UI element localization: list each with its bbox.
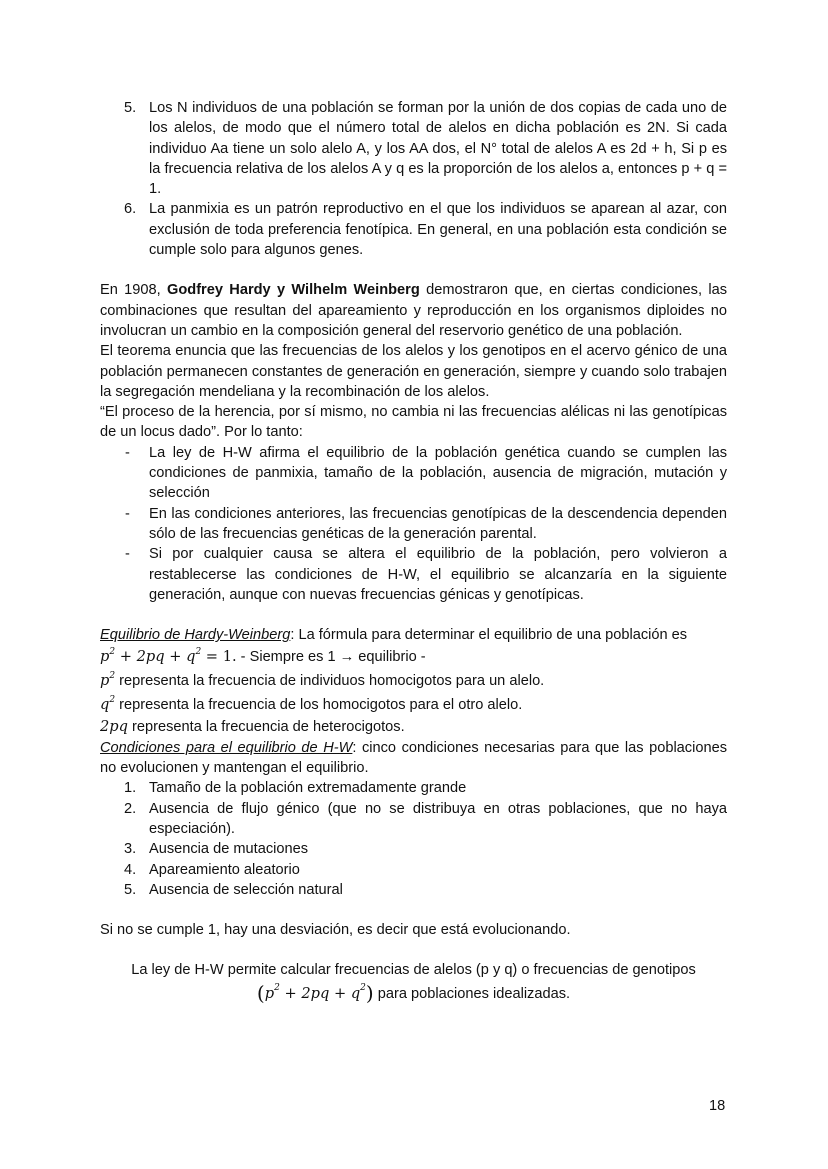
- authors-bold: Godfrey Hardy y Wilhelm Weinberg: [167, 282, 420, 299]
- quote-paragraph: “El proceso de la herencia, por sí mismo, no cambia ni las frecuencias alélicas ni las genotípicas de un locus dado”. Por lo tanto:: [100, 404, 727, 441]
- list-item: - Si por cualquier causa se altera el equilibrio de la población, pero volvieron a restablecerse las condiciones de H-W, el equilibrio se alcanzaría en la siguiente generación, aunque con nuevas frecuencias génicas y genotípicas.: [125, 546, 727, 603]
- document-page: [100, 98, 727, 1006]
- list-item: 5. Ausencia de selección natural: [124, 881, 343, 898]
- list-item: 6. La panmixia es un patrón reproductivo en el que los individuos se aparean al azar, con exclusión de toda preferencia fenotípica. En general, en una población esta condición se cumple solo para algunos genes.: [124, 201, 727, 259]
- list-item: 4. Apareamiento aleatorio: [124, 861, 300, 878]
- conditions-heading: Condiciones para el equilibrio de H-W: [100, 739, 353, 756]
- dash-list: [100, 443, 727, 605]
- list-item: 5. Los N individuos de una población se forman por la unión de dos copias de cada uno de los alelos, de modo que el número total de alelos en dicha población es 2N. Si cada individuo Aa tiene un solo alelo A, y los AA dos, el N° total de alelos A es 2d + h, Si p es la frecuencia relativa de los alelos A y q es la proporción de los alelos a, entonces p + q = 1.: [124, 100, 727, 198]
- list-item: 1. Tamaño de la población extremadamente grande: [124, 780, 467, 797]
- hw-formula: $p^2 + 2pq + q^2 = 1$. - Siempre es 1 → equilibrio -: [100, 646, 426, 666]
- deviation-paragraph: Si no se cumple 1, hay una desviación, es decir que está evolucionando.: [100, 922, 571, 939]
- list-item: 2. Ausencia de flujo génico (que no se distribuya en otras poblaciones, que no haya especiación).: [124, 800, 727, 837]
- list-item: - En las condiciones anteriores, las frecuencias genotípicas de la descendencia dependen sólo de las frecuencias genéticas de la generación parental.: [125, 505, 727, 542]
- p2-definition: $p^2$ representa la frecuencia de individuos homocigotos para un alelo.: [100, 670, 545, 690]
- hw-intro-paragraph: En 1908, Godfrey Hardy y Wilhelm Weinberg demostraron que, en ciertas condiciones, las combinaciones que resultan del apareamiento y reproducción en los organismos diploides no involucran un cambio en la composición general del reservorio genético de una población.: [100, 282, 727, 339]
- theorem-paragraph: El teorema enuncia que las frecuencias de los alelos y los genotipos en el acervo génico de una población permanecen constantes de generación en generación, siempre y cuando solo trabajen la segregación mendeliana y la recombinación de los alelos.: [100, 343, 727, 400]
- list-item: - La ley de H-W afirma el equilibrio de la población genética cuando se cumplen las condiciones de panmixia, tamaño de la población, ausencia de migración, mutación y selección: [125, 444, 727, 502]
- conditions-paragraph: Condiciones para el equilibrio de H-W: cinco condiciones necesarias para que las poblaciones no evolucionen y mantengan el equilibrio.: [100, 739, 727, 777]
- closing-line-2: $(p^2 + 2pq + q^2)$ para poblaciones idealizadas.: [256, 980, 571, 1005]
- numbered-list-top: [100, 98, 727, 260]
- closing-line-1: La ley de H-W permite calcular frecuencias de alelos (p y q) o frecuencias de genotipos: [131, 962, 696, 979]
- page-number: 18: [709, 1098, 726, 1114]
- q2-definition: $q^2$ representa la frecuencia de los homocigotos para el otro alelo.: [100, 694, 523, 714]
- pq-definition: 2pq representa la frecuencia de heterocigotos.: [100, 718, 405, 736]
- equilibrium-heading: Equilibrio de Hardy-Weinberg: [100, 627, 291, 644]
- equilibrium-paragraph: Equilibrio de Hardy-Weinberg: La fórmula para determinar el equilibrio de una población es: [100, 627, 688, 644]
- conditions-list: [100, 778, 727, 900]
- list-item: 3. Ausencia de mutaciones: [124, 841, 309, 858]
